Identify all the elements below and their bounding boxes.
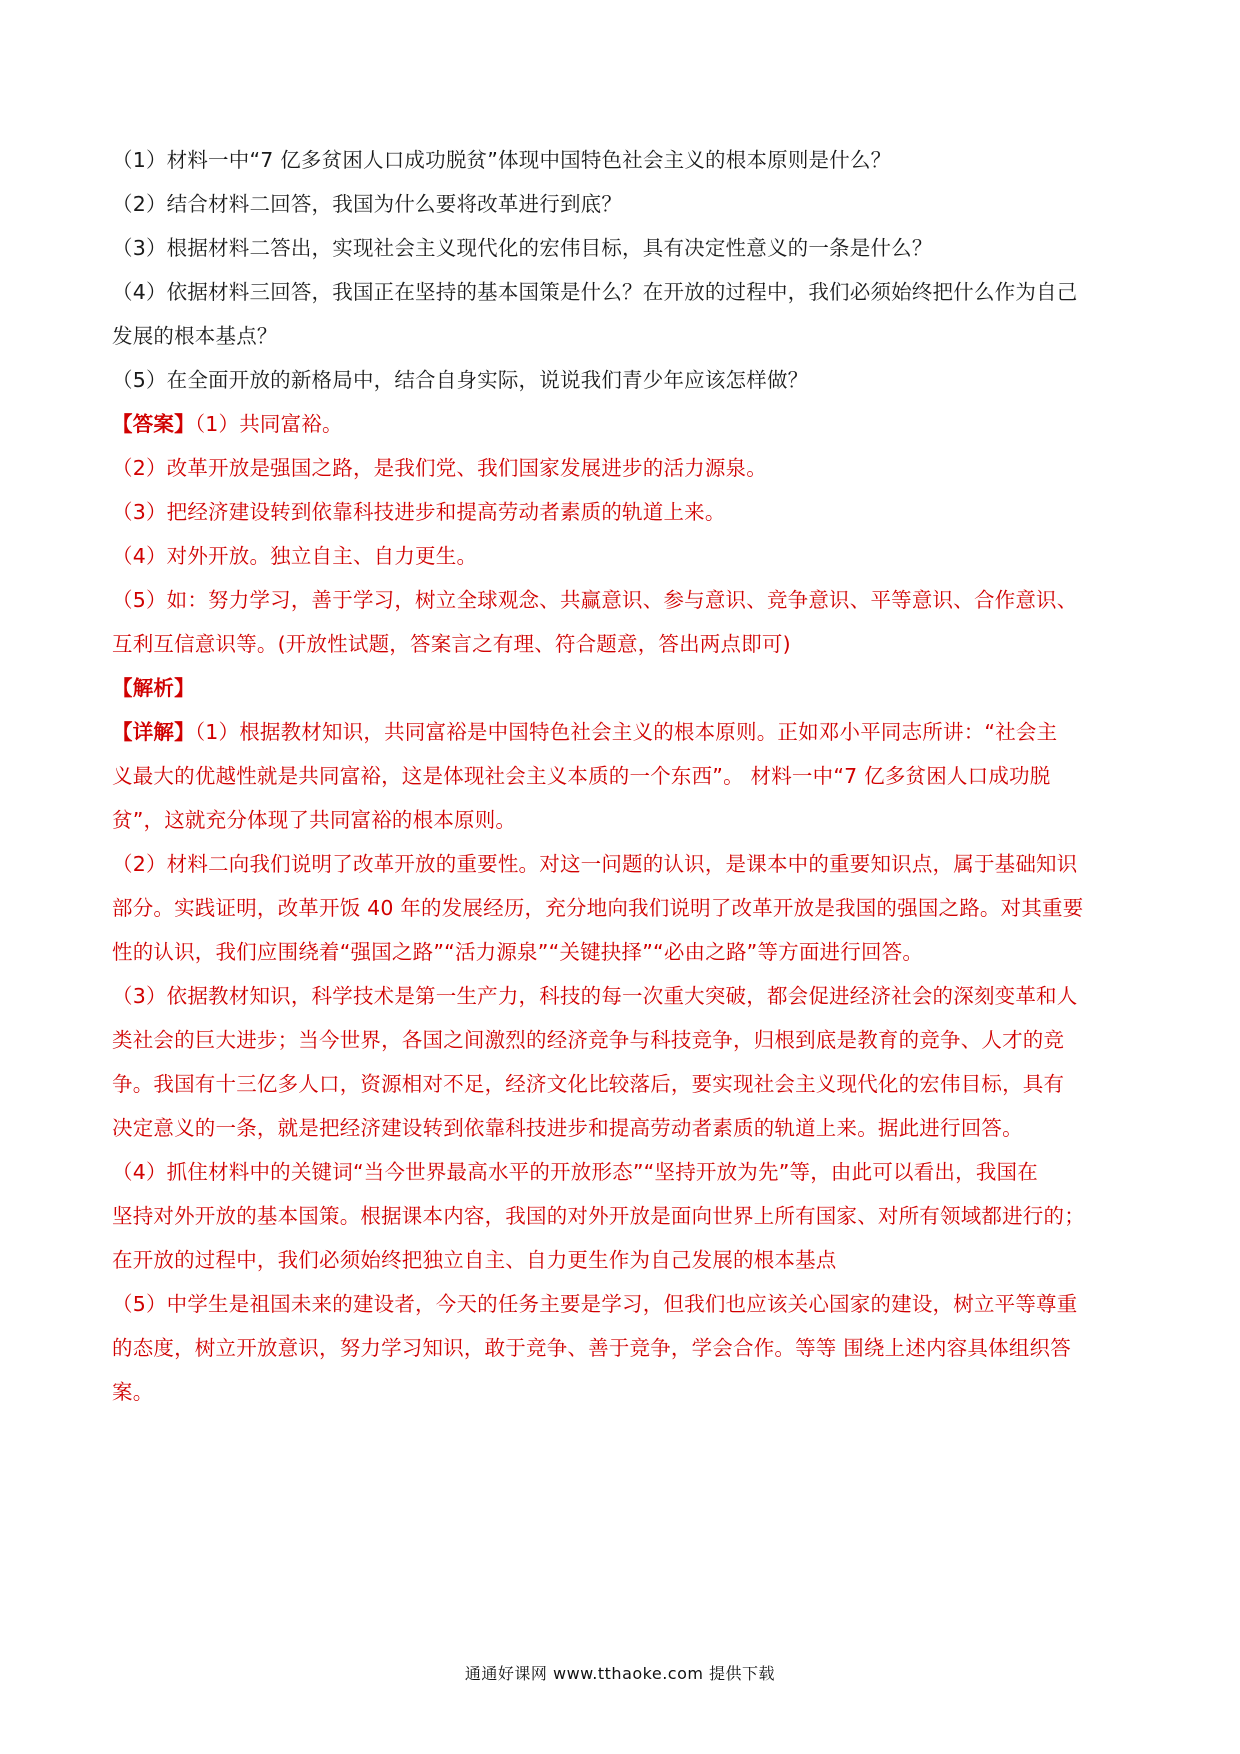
detail-line: 案。 xyxy=(112,1380,154,1404)
answer-2: （2）改革开放是强国之路，是我们党、我们国家发展进步的活力源泉。 xyxy=(112,456,767,480)
detail-line: （5）中学生是祖国未来的建设者，今天的任务主要是学习，但我们也应该关心国家的建设，树立平等尊重 xyxy=(112,1292,1078,1316)
analysis-tag: 【解析】 xyxy=(112,676,195,700)
answer-tag: 【答案】 xyxy=(112,412,195,436)
detail-line: （2）材料二向我们说明了改革开放的重要性。对这一问题的认识，是课本中的重要知识点，属于基础知识 xyxy=(112,852,1078,876)
detail-line: 坚持对外开放的基本国策。根据课本内容，我国的对外开放是面向世界上所有国家、对所有领域都进行的； xyxy=(112,1204,1085,1228)
page-footer: 通通好课网 www.tthaoke.com 提供下载 xyxy=(464,1664,776,1683)
detail-line: 争。我国有十三亿多人口，资源相对不足，经济文化比较落后，要实现社会主义现代化的宏伟目标，具有 xyxy=(112,1072,1065,1096)
answer-5-continued: 互利互信意识等。(开放性试题，答案言之有理、符合题意，答出两点即可) xyxy=(112,632,791,656)
question-2: （2）结合材料二回答，我国为什么要将改革进行到底？ xyxy=(112,192,623,216)
answer-3: （3）把经济建设转到依靠科技进步和提高劳动者素质的轨道上来。 xyxy=(112,500,726,524)
question-3: （3）根据材料二答出，实现社会主义现代化的宏伟目标，具有决定性意义的一条是什么？ xyxy=(112,236,933,260)
detail-line: 决定意义的一条，就是把经济建设转到依靠科技进步和提高劳动者素质的轨道上来。据此进行回答。 xyxy=(112,1116,1023,1140)
answer-1: （1）共同富裕。 xyxy=(194,412,343,436)
answer-5: （5）如：努力学习，善于学习，树立全球观念、共赢意识、参与意识、竞争意识、平等意识、合作意识、 xyxy=(112,588,1078,612)
question-4: （4）依据材料三回答，我国正在坚持的基本国策是什么？在开放的过程中，我们必须始终把什么作为自己 xyxy=(112,280,1078,304)
detail-1: （1）根据教材知识，共同富裕是中国特色社会主义的根本原则。正如邓小平同志所讲：“社会主 xyxy=(194,720,1058,744)
detail-line: 义最大的优越性就是共同富裕，这是体现社会主义本质的一个东西”。 材料一中“7 亿多贫困人口成功脱 xyxy=(112,764,1051,788)
detail-tag: 【详解】 xyxy=(112,720,195,744)
detail-line: 在开放的过程中，我们必须始终把独立自主、自力更生作为自己发展的根本基点 xyxy=(112,1248,837,1272)
detail-line: （3）依据教材知识，科学技术是第一生产力，科技的每一次重大突破，都会促进经济社会的深刻变革和人 xyxy=(112,984,1078,1008)
detail-line: 的态度，树立开放意识，努力学习知识，敢于竞争、善于竞争，学会合作。等等 围绕上述内容具体组织答 xyxy=(112,1336,1071,1360)
answer-4: （4）对外开放。独立自主、自力更生。 xyxy=(112,544,478,568)
detail-line: 部分。实践证明，改革开饭 40 年的发展经历，充分地向我们说明了改革开放是我国的强国之路。对其重要 xyxy=(112,896,1084,920)
question-5: （5）在全面开放的新格局中，结合自身实际，说说我们青少年应该怎样做？ xyxy=(112,368,809,392)
detail-line: 性的认识，我们应围绕着“强国之路”“活力源泉”“关键抉择”“必由之路”等方面进行回答。 xyxy=(112,940,924,964)
question-4-continued: 发展的根本基点？ xyxy=(112,324,278,348)
detail-line: 贫”，这就充分体现了共同富裕的根本原则。 xyxy=(112,808,517,832)
detail-line-1 xyxy=(112,718,1132,746)
question-1: （1）材料一中“7 亿多贫困人口成功脱贫”体现中国特色社会主义的根本原则是什么？ xyxy=(112,148,892,172)
detail-line: 类社会的巨大进步；当今世界，各国之间激烈的经济竞争与科技竞争，归根到底是教育的竞争、人才的竞 xyxy=(112,1028,1065,1052)
detail-line: （4）抓住材料中的关键词“当今世界最高水平的开放形态”“坚持开放为先”等，由此可以看出，我国在 xyxy=(112,1160,1038,1184)
answer-line-1 xyxy=(112,410,1132,438)
